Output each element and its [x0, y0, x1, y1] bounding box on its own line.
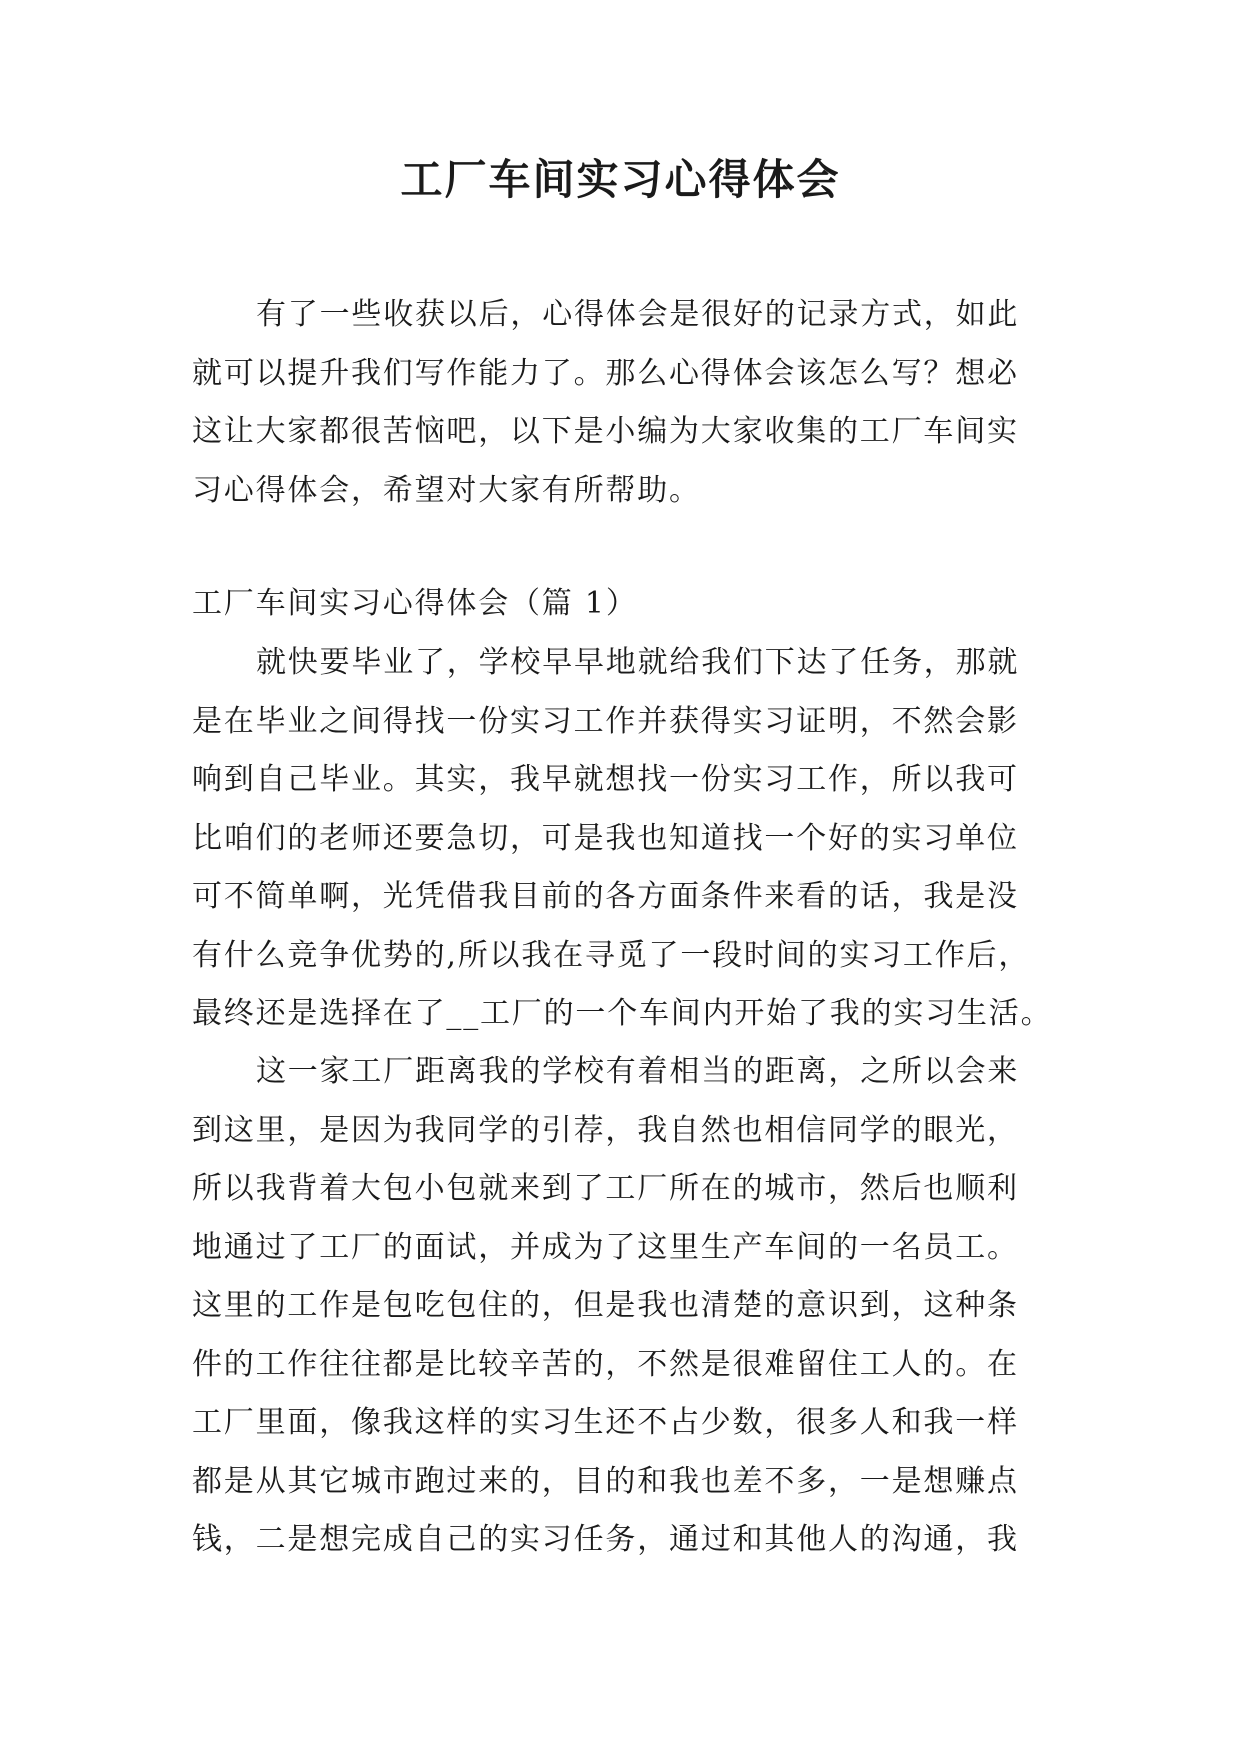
intro-line: 有了一些收获以后，心得体会是很好的记录方式，如此	[256, 297, 1020, 332]
intro-line: 这让大家都很苦恼吧，以下是小编为大家收集的工厂车间实	[192, 414, 1019, 449]
paragraph-1	[192, 634, 1072, 1044]
paragraph-2	[192, 1043, 1072, 1570]
paragraph-line: 比咱们的老师还要急切，可是我也知道找一个好的实习单位	[192, 820, 1019, 856]
paragraph-line: 工厂里面，像我这样的实习生还不占少数，很多人和我一样	[192, 1405, 1019, 1440]
paragraph-line: 有什么竞争优势的,所以我在寻觅了一段时间的实习工作后，	[192, 937, 1031, 973]
paragraph-line: 最终还是选择在了__工厂的一个车间内开始了我的实习生活。	[192, 996, 1053, 1031]
paragraph-line: 到这里，是因为我同学的引荐，我自然也相信同学的眼光，	[192, 1112, 1019, 1148]
paragraph-line: 钱，二是想完成自己的实习任务，通过和其他人的沟通，我	[192, 1522, 1019, 1557]
paragraph-line: 件的工作往往都是比较辛苦的，不然是很难留住工人的。在	[192, 1346, 1019, 1382]
intro-line: 就可以提升我们写作能力了。那么心得体会该怎么写？想必	[192, 355, 1019, 391]
paragraph-line: 可不简单啊，光凭借我目前的各方面条件来看的话，我是没	[192, 879, 1019, 914]
paragraph-line: 就快要毕业了，学校早早地就给我们下达了任务，那就	[256, 645, 1020, 680]
paragraph-line: 地通过了工厂的面试，并成为了这里生产车间的一名员工。	[192, 1229, 1019, 1265]
paragraph-line: 响到自己毕业。其实，我早就想找一份实习工作，所以我可	[192, 762, 1019, 797]
paragraph-line: 都是从其它城市跑过来的，目的和我也差不多，一是想赚点	[192, 1463, 1019, 1499]
paragraph-line: 所以我背着大包小包就来到了工厂所在的城市，然后也顺利	[192, 1171, 1019, 1206]
paragraph-line: 这里的工作是包吃包住的，但是我也清楚的意识到，这种条	[192, 1288, 1019, 1323]
paragraph-line: 这一家工厂距离我的学校有着相当的距离，之所以会来	[256, 1054, 1020, 1089]
paragraph-line: 是在毕业之间得找一份实习工作并获得实习证明，不然会影	[192, 703, 1019, 739]
intro-paragraph	[192, 286, 1072, 520]
intro-line: 习心得体会，希望对大家有所帮助。	[192, 472, 701, 508]
section-heading: 工厂车间实习心得体会（篇 1）	[192, 586, 638, 621]
document-title: 工厂车间实习心得体会	[400, 155, 841, 204]
